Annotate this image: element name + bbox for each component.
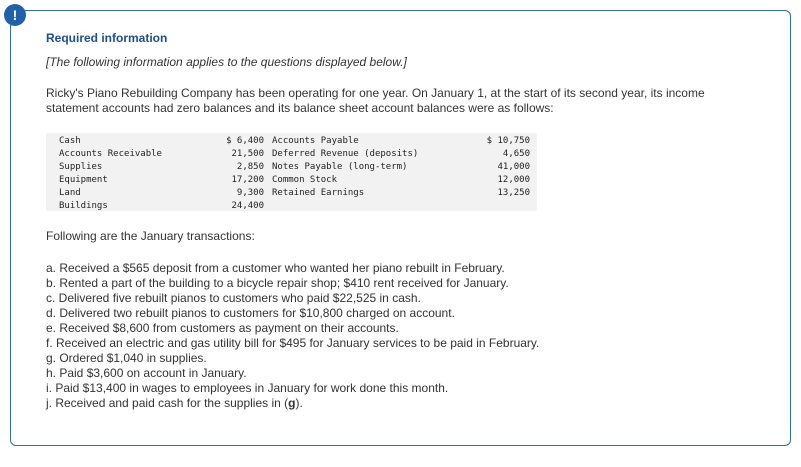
- list-item: f. Received an electric and gas utility bill for $495 for January services to be paid in February.: [46, 336, 540, 350]
- liability-labels: [272, 135, 418, 200]
- list-item: b. Rented a part of the building to a bicycle repair shop; $410 rent received for January.: [46, 276, 509, 290]
- table-cell: $ 6,400: [226, 136, 264, 146]
- transaction-list: [46, 261, 539, 411]
- table-row: Buildings: [59, 201, 108, 211]
- table-row: Deferred Revenue (deposits): [272, 149, 419, 159]
- section-title: Required information: [46, 31, 168, 45]
- table-row: Retained Earnings: [272, 188, 365, 198]
- table-cell: 41,000: [497, 162, 530, 172]
- intro-paragraph: Ricky's Piano Rebuilding Company has been operating for one year. On January 1, at the start of its second year, its income statement accounts had zero balances and its balance sheet account balances were as follows:: [46, 86, 705, 115]
- list-item: e. Received $8,600 from customers as payment on their accounts.: [46, 321, 399, 335]
- table-row: Accounts Payable: [272, 136, 359, 146]
- table-cell: 24,400: [231, 201, 264, 211]
- alert-icon: !: [4, 4, 26, 26]
- liability-amounts: [466, 135, 530, 200]
- table-row: Equipment: [59, 175, 108, 185]
- item-reference: g: [288, 396, 296, 410]
- table-row: Notes Payable (long-term): [272, 162, 408, 172]
- list-item: i. Paid $13,400 in wages to employees in January for work done this month.: [46, 381, 449, 395]
- table-cell: 21,500: [231, 149, 264, 159]
- transactions-heading: Following are the January transactions:: [46, 229, 255, 243]
- table-cell: 9,300: [236, 188, 264, 198]
- list-item-text: j. Received and paid cash for the supplies in (: [46, 396, 289, 410]
- list-item: g. Ordered $1,040 in supplies.: [46, 351, 207, 365]
- table-cell: 13,250: [497, 188, 530, 198]
- list-item: [46, 396, 539, 411]
- balance-table: [46, 133, 537, 211]
- table-row: Land: [59, 188, 81, 198]
- table-row: Common Stock: [272, 175, 338, 185]
- table-cell: $ 10,750: [486, 136, 530, 146]
- table-row: Cash: [59, 136, 81, 146]
- table-row: Supplies: [59, 162, 103, 172]
- list-item: d. Delivered two rebuilt pianos to customers for $10,800 charged on account.: [46, 306, 455, 320]
- list-item: a. Received a $565 deposit from a customer who wanted her piano rebuilt in February.: [46, 261, 505, 275]
- table-cell: 17,200: [231, 175, 264, 185]
- table-cell: 4,650: [502, 149, 530, 159]
- table-cell: 12,000: [497, 175, 530, 185]
- table-row: Accounts Receivable: [59, 149, 162, 159]
- asset-amounts: [206, 135, 264, 213]
- table-cell: 2,850: [236, 162, 264, 172]
- list-item: c. Delivered five rebuilt pianos to customers who paid $22,525 in cash.: [46, 291, 421, 305]
- asset-labels: [59, 135, 162, 213]
- list-item: h. Paid $3,600 on account in January.: [46, 366, 247, 380]
- info-note: [The following information applies to the questions displayed below.]: [46, 55, 407, 69]
- list-item-text-end: ).: [295, 396, 303, 410]
